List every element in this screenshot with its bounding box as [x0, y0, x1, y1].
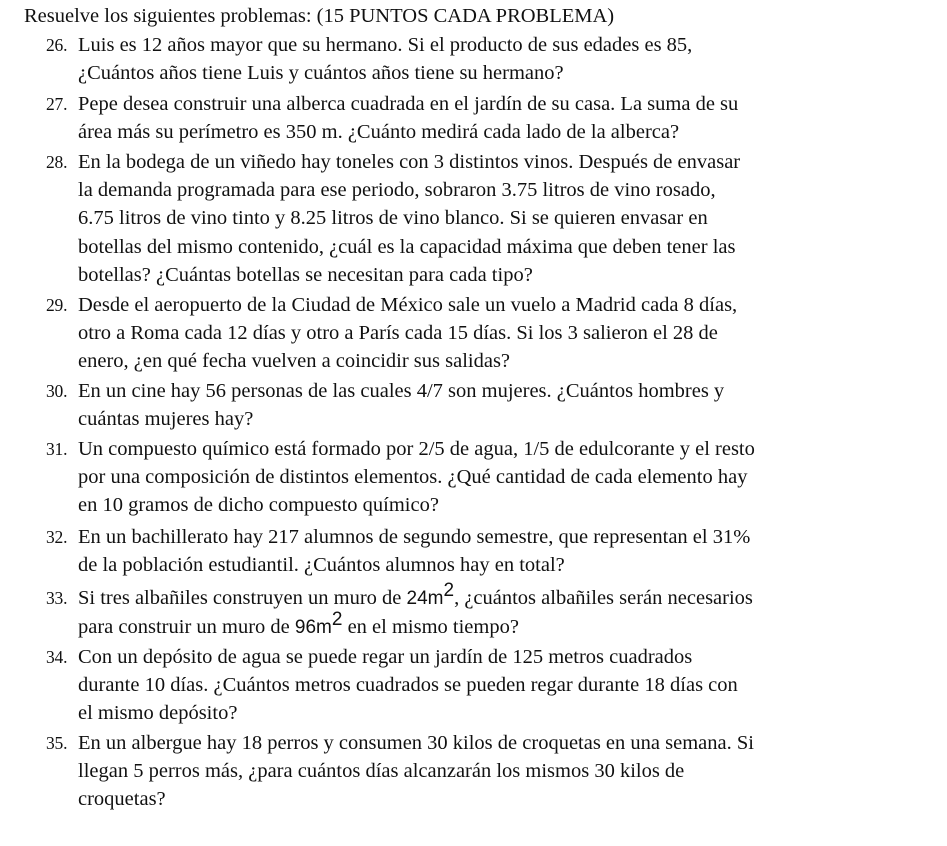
- problem-text: [78, 148, 901, 289]
- problem-number: 34.: [46, 647, 68, 667]
- line-text: Si tres albañiles construyen un muro de: [78, 587, 407, 609]
- problem-33: [46, 580, 901, 642]
- problem-number: 32.: [46, 527, 68, 547]
- problem-line: Luis es 12 años mayor que su hermano. Si el producto de sus edades es 85,: [78, 34, 693, 56]
- page-title: Resuelve los siguientes problemas: (15 PUNTOS CADA PROBLEMA): [24, 5, 615, 27]
- problem-line: En un bachillerato hay 217 alumnos de segundo semestre, que representan el 31%: [78, 526, 751, 548]
- problem-text: [78, 377, 901, 433]
- problem-line: 6.75 litros de vino tinto y 8.25 litros de vino blanco. Si se quieren envasar en: [78, 207, 708, 230]
- area-value: 96m: [294, 617, 332, 639]
- problem-line: croquetas?: [78, 788, 166, 811]
- problem-line: En un albergue hay 18 perros y consumen 30 kilos de croquetas en una semana. Si: [78, 732, 754, 754]
- problem-35: [46, 729, 901, 814]
- problem-line: el mismo depósito?: [78, 702, 238, 725]
- problem-line: [78, 609, 901, 642]
- problem-27: [46, 90, 901, 146]
- problem-30: [46, 377, 901, 433]
- problem-31: [46, 435, 901, 520]
- line-text: , ¿cuántos albañiles serán necesarios: [454, 587, 753, 609]
- problem-line: en 10 gramos de dicho compuesto químico?: [78, 494, 439, 517]
- problem-line: enero, ¿en qué fecha vuelven a coincidir sus salidas?: [78, 350, 511, 373]
- problem-line: ¿Cuántos años tiene Luis y cuántos años tiene su hermano?: [78, 62, 564, 85]
- problem-number: 35.: [46, 733, 68, 753]
- problem-line: Un compuesto químico está formado por 2/5 de agua, 1/5 de edulcorante y el resto: [78, 438, 755, 460]
- problem-number: 31.: [46, 439, 68, 459]
- problem-text: [78, 523, 901, 579]
- problem-text: [78, 643, 901, 728]
- problem-34: [46, 643, 901, 728]
- line-text: en el mismo tiempo?: [342, 616, 519, 639]
- area-value: 24m: [406, 588, 444, 609]
- problem-text: [78, 729, 901, 814]
- problem-number: 27.: [46, 94, 68, 114]
- problem-line: botellas? ¿Cuántas botellas se necesitan para cada tipo?: [78, 263, 533, 286]
- problem-line: En un cine hay 56 personas de las cuales 4/7 son mujeres. ¿Cuántos hombres y: [78, 380, 725, 402]
- problem-text: [78, 291, 901, 376]
- problem-line: [78, 580, 901, 613]
- problem-text: [78, 580, 901, 642]
- problem-number: 33.: [46, 588, 68, 608]
- exponent: 2: [331, 609, 343, 631]
- exponent: 2: [443, 580, 455, 601]
- problem-number: 29.: [46, 295, 68, 315]
- problem-line: Desde el aeropuerto de la Ciudad de México sale un vuelo a Madrid cada 8 días,: [78, 294, 738, 316]
- problem-number: 28.: [46, 152, 68, 172]
- problem-32: [46, 523, 901, 579]
- problem-text: [78, 90, 901, 146]
- problem-line: botellas del mismo contenido, ¿cuál es la capacidad máxima que deben tener las: [78, 235, 736, 258]
- problem-text: [78, 31, 901, 87]
- problem-line: por una composición de distintos elementos. ¿Qué cantidad de cada elemento hay: [78, 466, 748, 489]
- problem-number: 30.: [46, 381, 68, 401]
- problem-line: durante 10 días. ¿Cuántos metros cuadrados se pueden regar durante 18 días con: [78, 674, 738, 697]
- problem-line: área más su perímetro es 350 m. ¿Cuánto medirá cada lado de la alberca?: [78, 121, 680, 144]
- problem-line: Pepe desea construir una alberca cuadrada en el jardín de su casa. La suma de su: [78, 93, 739, 115]
- problem-line: llegan 5 perros más, ¿para cuántos días alcanzarán los mismos 30 kilos de: [78, 760, 685, 783]
- problem-line: En la bodega de un viñedo hay toneles con 3 distintos vinos. Después de envasar: [78, 151, 741, 173]
- problem-28: [46, 148, 901, 289]
- problem-29: [46, 291, 901, 376]
- line-text: para construir un muro de: [78, 616, 295, 639]
- problem-line: Con un depósito de agua se puede regar un jardín de 125 metros cuadrados: [78, 646, 693, 668]
- problem-text: [78, 435, 901, 520]
- problem-line: otro a Roma cada 12 días y otro a París cada 15 días. Si los 3 salieron el 28 de: [78, 322, 718, 345]
- problem-line: cuántas mujeres hay?: [78, 408, 254, 431]
- problem-line: de la población estudiantil. ¿Cuántos alumnos hay en total?: [78, 554, 565, 577]
- problem-26: [46, 31, 901, 87]
- problem-number: 26.: [46, 35, 68, 55]
- problem-line: la demanda programada para ese periodo, sobraron 3.75 litros de vino rosado,: [78, 179, 716, 202]
